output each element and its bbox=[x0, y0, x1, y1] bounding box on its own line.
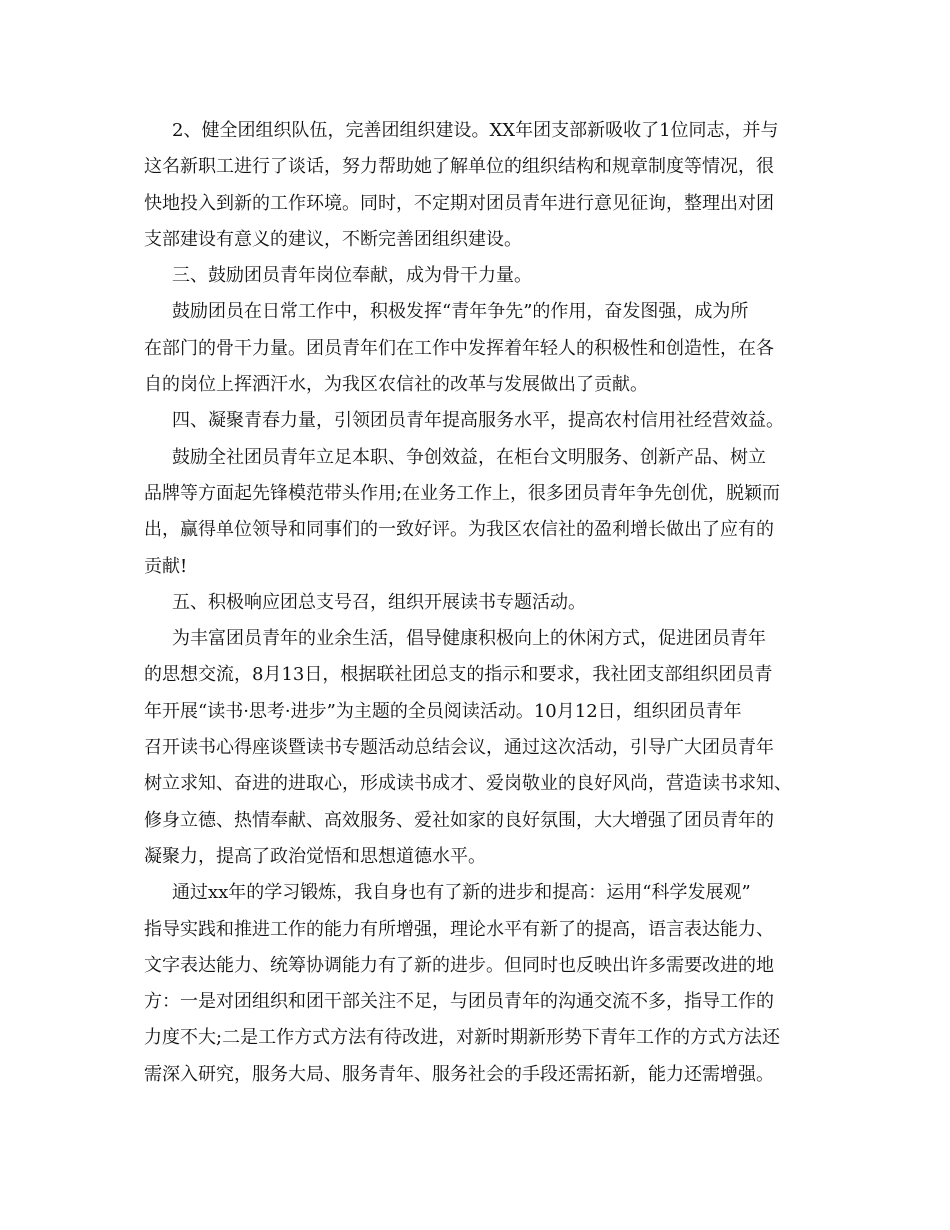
text-line: 年开展“读书·思考·进步”为主题的全员阅读活动。10月12日，组织团员青年 bbox=[144, 700, 742, 722]
text-line: 凝聚力，提高了政治觉悟和思想道德水平。 bbox=[144, 845, 486, 867]
section-heading: 三、鼓励团员青年岗位奉献，成为骨干力量。 bbox=[172, 265, 532, 287]
text-line: 自的岗位上挥洒汗水，为我区农信社的改革与发展做出了贡献。 bbox=[144, 374, 648, 396]
text-line: 召开读书心得座谈暨读书专题活动总结会议，通过这次活动，引导广大团员青年 bbox=[144, 737, 774, 759]
text-line: 2、健全团组织队伍，完善团组织建设。XX年团支部新吸收了1位同志，并与 bbox=[172, 120, 779, 141]
text-line: 为丰富团员青年的业余生活，倡导健康积极向上的休闲方式，促进团员青年 bbox=[172, 628, 766, 650]
text-line: 快地投入到新的工作环境。同时，不定期对团员青年进行意见征询，整理出对团 bbox=[144, 192, 774, 214]
text-line: 通过xx年的学习锻炼，我自身也有了新的进步和提高：运用“科学发展观” bbox=[172, 882, 751, 904]
text-line: 这名新职工进行了谈话，努力帮助她了解单位的组织结构和规章制度等情况，很 bbox=[144, 156, 774, 178]
text-line: 出，赢得单位领导和同事们的一致好评。为我区农信社的盈利增长做出了应有的 bbox=[144, 519, 774, 541]
text-line: 品牌等方面起先锋模范带头作用;在业务工作上，很多团员青年争先创优，脱颖而 bbox=[144, 482, 781, 504]
text-line: 需深入研究，服务大局、服务青年、服务社会的手段还需拓新，能力还需增强。 bbox=[144, 1063, 774, 1085]
section-heading: 四、凝聚青春力量，引领团员青年提高服务水平，提高农村信用社经营效益。 bbox=[172, 410, 784, 432]
text-line: 方：一是对团组织和团干部关注不足，与团员青年的沟通交流不多，指导工作的 bbox=[144, 991, 774, 1013]
document-body bbox=[144, 113, 808, 1093]
text-line: 支部建设有意义的建议，不断完善团组织建设。 bbox=[144, 228, 522, 250]
text-line: 力度不大;二是工作方式方法有待改进，对新时期新形势下青年工作的方式方法还 bbox=[144, 1027, 781, 1049]
text-line: 文字表达能力、统筹协调能力有了新的进步。但同时也反映出许多需要改进的地 bbox=[144, 954, 774, 976]
text-line: 修身立德、热情奉献、高效服务、爱社如家的良好氛围，大大增强了团员青年的 bbox=[144, 809, 774, 831]
text-line: 鼓励全社团员青年立足本职、争创效益，在柜台文明服务、创新产品、树立 bbox=[172, 446, 766, 468]
text-line: 鼓励团员在日常工作中，积极发挥“青年争先”的作用，奋发图强，成为所 bbox=[172, 301, 749, 323]
text-line: 树立求知、奋进的进取心，形成读书成才、爱岗敬业的良好风尚，营造读书求知、 bbox=[144, 773, 792, 795]
text-line: 的思想交流，8月13日，根据联社团总支的指示和要求，我社团支部组织团员青 bbox=[144, 664, 773, 686]
section-heading: 五、积极响应团总支号召，组织开展读书专题活动。 bbox=[172, 591, 586, 613]
text-line: 贡献! bbox=[144, 555, 188, 577]
text-line: 在部门的骨干力量。团员青年们在工作中发挥着年轻人的积极性和创造性，在各 bbox=[144, 337, 774, 359]
text-line: 指导实践和推进工作的能力有所增强，理论水平有新了的提高，语言表达能力、 bbox=[144, 918, 774, 940]
